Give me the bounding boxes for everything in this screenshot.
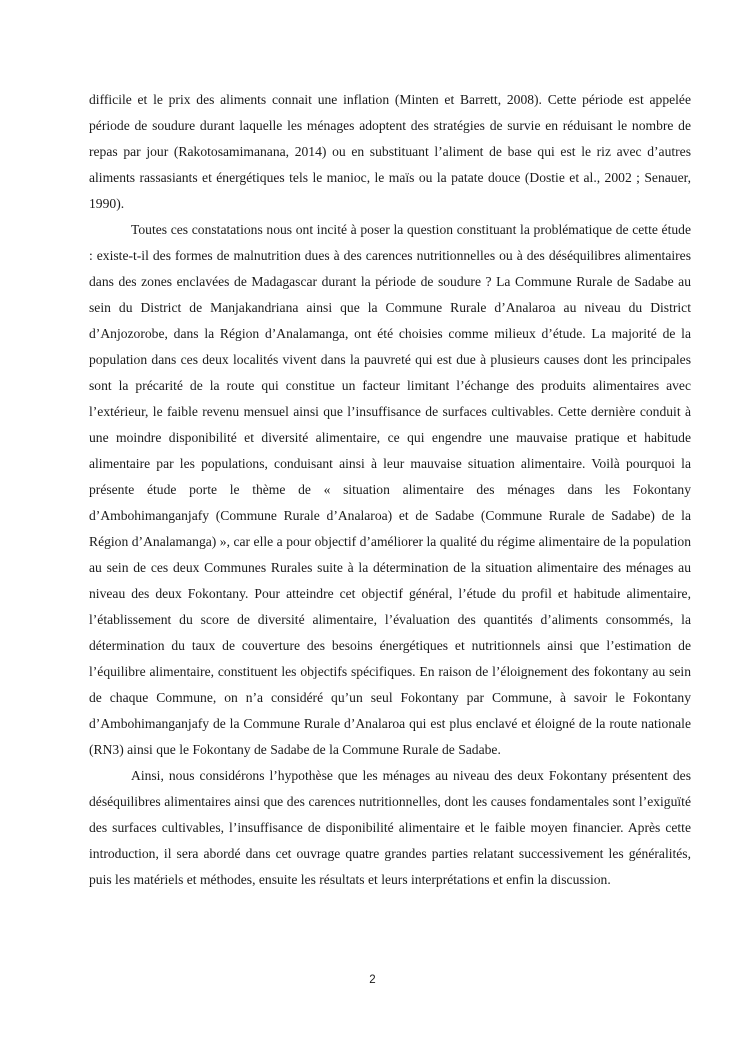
paragraph-hypothese: Ainsi, nous considérons l’hypothèse que les ménages au niveau des deux Fokontany présentent des déséquilibres alimentaires ainsi que des carences nutritionnelles, dont les causes fondamentales sont l’exiguïté des surfaces cultivables, l’insuffisance de disponibilité alimentaire et le faible moyen financier. Après cette introduction, il sera abordé dans cet ouvrage quatre grandes parties relatant successivement les généralités, puis les matériels et méthodes, ensuite les résultats et leurs interprétations et enfin la discussion. (89, 768, 691, 887)
paragraph-continuation: difficile et le prix des aliments connait une inflation (Minten et Barrett, 2008). Cette période est appelée période de soudure durant laquelle les ménages adoptent des stratégies de survie en réduisant le nombre de repas par jour (Rakotosamimanana, 2014) ou en substituant l’aliment de base qui est le riz avec d’autres aliments rassasiants et énergétiques tels le manioc, le maïs ou la patate douce (Dostie et al., 2002 ; Senauer, 1990). (89, 92, 691, 211)
paragraph-problematique: Toutes ces constatations nous ont incité à poser la question constituant la problématique de cette étude : existe-t-il des formes de malnutrition dues à des carences nutritionnelles ou à des déséquilibres alimentaires dans des zones enclavées de Madagascar durant la période de soudure ? La Commune Rurale de Sadabe au sein du District de Manjakandriana ainsi que la Commune Rurale d’Analaroa au niveau du District d’Anjozorobe, dans la Région d’Analamanga, ont été choisies comme milieux d’étude. La majorité de la population dans ces deux localités vivent dans la pauvreté qui est due à plusieurs causes dont les principales sont la précarité de la route qui constitue un facteur limitant l’échange des produits alimentaires avec l’extérieur, le faible revenu mensuel ainsi que l’insuffisance de surfaces cultivables. Cette dernière conduit à une moindre disponibilité et diversité alimentaire, ce qui engendre une mauvaise pratique et habitude alimentaire par les populations, conduisant ainsi à leur mauvaise situation alimentaire. Voilà pourquoi la présente étude porte le thème de « situation alimentaire des ménages dans les Fokontany d’Ambohimanganjafy (Commune Rurale d’Analaroa) et de Sadabe (Commune Rurale de Sadabe) de la Région d’Analamanga) », car elle a pour objectif d’améliorer la qualité du régime alimentaire de la population au sein de ces deux Communes Rurales suite à la détermination de la situation alimentaire des ménages au niveau des deux Fokontany. Pour atteindre cet objectif général, l’étude du profil et habitude alimentaire, l’établissement du score de diversité alimentaire, l’évaluation des quantités d’aliments consommés, la détermination du taux de couverture des besoins énergétiques et nutritionnels ainsi que l’estimation de l’équilibre alimentaire, constituent les objectifs spécifiques. En raison de l’éloignement des fokontany au sein de chaque Commune, on n’a considéré qu’un seul Fokontany par Commune, à savoir le Fokontany d’Ambohimanganjafy de la Commune Rurale d’Analaroa qui est plus enclavé et éloigné de la route nationale (RN3) ainsi que le Fokontany de Sadabe de la Commune Rurale de Sadabe. (89, 222, 691, 757)
body-text (89, 87, 691, 893)
page-number: 2 (369, 974, 376, 986)
